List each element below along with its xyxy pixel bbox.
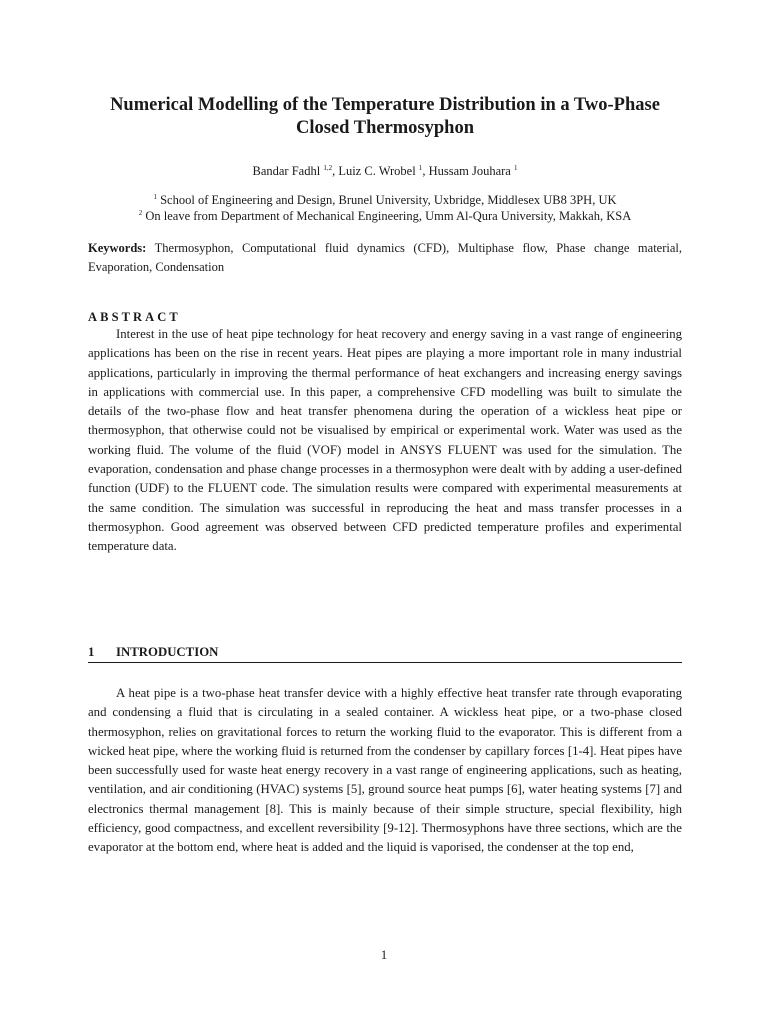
affiliation-mark: 1 — [153, 192, 157, 201]
author-separator: , — [332, 164, 339, 178]
abstract-body: Interest in the use of heat pipe technology for heat recovery and energy saving in a vast range of engineering applications has been on the rise in recent years. Heat pipes are playing a more important role in many industrial applications, particularly in improving the thermal performance of heat exchangers and increasing energy savings in applications with commercial use. In this paper, a comprehensive CFD modelling was built to simulate the details of the two-phase flow and heat transfer phenomena during the operation of a wickless heat pipe or thermosyphon, that otherwise could not be visualised by empirical or experimental work. Water was used as the working fluid. The volume of the fluid (VOF) model in ANSYS FLUENT was used for the simulation. The evaporation, condensation and phase change processes in a thermosyphon were dealt with by adding a user-defined function (UDF) to the FLUENT code. The simulation results were compared with experimental measurements at the same condition. The simulation was successful in reproducing the heat and mass transfer processes in a thermosyphon. Good agreement was observed between CFD predicted temperature profiles and experimental temperature data. — [88, 327, 682, 554]
author-name: Hussam Jouhara — [428, 164, 511, 178]
keywords-text: Thermosyphon, Computational fluid dynamics (CFD), Multiphase flow, Phase change material, Evaporation, Condensation — [88, 241, 682, 274]
section-heading-introduction — [88, 645, 682, 663]
section-title: INTRODUCTION — [116, 645, 219, 659]
affiliation-mark: 2 — [138, 208, 143, 217]
affiliation-2 — [88, 209, 682, 224]
author-name: Bandar Fadhl — [252, 164, 321, 178]
affiliation-1 — [88, 193, 682, 208]
author-name: Luiz C. Wrobel — [338, 164, 416, 178]
author-list — [88, 164, 682, 179]
author-affiliation-mark: 1 — [513, 163, 518, 172]
affiliation-text: School of Engineering and Design, Brunel University, Uxbridge, Middlesex UB8 3PH, UK — [160, 193, 617, 207]
affiliation-text: On leave from Department of Mechanical Engineering, Umm Al-Qura University, Makkah, KSA — [145, 209, 632, 223]
introduction-paragraph: A heat pipe is a two-phase heat transfer device with a highly effective heat transfer rate through evaporating and condensing a fluid that is circulating in a sealed container. A wickless heat pipe, or a two-phase closed thermosyphon, relies on gravitational forces to return the working fluid to the evaporator. This is different from a wicked heat pipe, where the working fluid is returned from the condenser by capillary forces [1-4]. Heat pipes have been successfully used for waste heat energy recovery in a vast range of engineering applications, such as heating, ventilation, and air conditioning (HVAC) systems [5], ground source heat pumps [6], water heating systems [7] and electronics thermal management [8]. This is mainly because of their simple structure, special flexibility, high efficiency, good compactness, and excellent reversibility [9-12]. Thermosyphons have three sections, which are the evaporator at the bottom end, where heat is added and the liquid is vaporised, the condenser at the top end, — [88, 686, 682, 855]
page-number: 1 — [380, 948, 388, 962]
section-number: 1 — [88, 645, 95, 659]
author-separator: , — [422, 164, 429, 178]
abstract-heading: ABSTRACT — [88, 310, 181, 324]
keywords — [88, 239, 682, 277]
keywords-label: Keywords: — [88, 241, 147, 255]
author-affiliation-mark: 1 — [418, 163, 423, 172]
author-affiliation-mark: 1,2 — [323, 163, 333, 172]
paper-title: Numerical Modelling of the Temperature Distribution in a Two-Phase Closed Thermosyphon — [110, 95, 660, 138]
